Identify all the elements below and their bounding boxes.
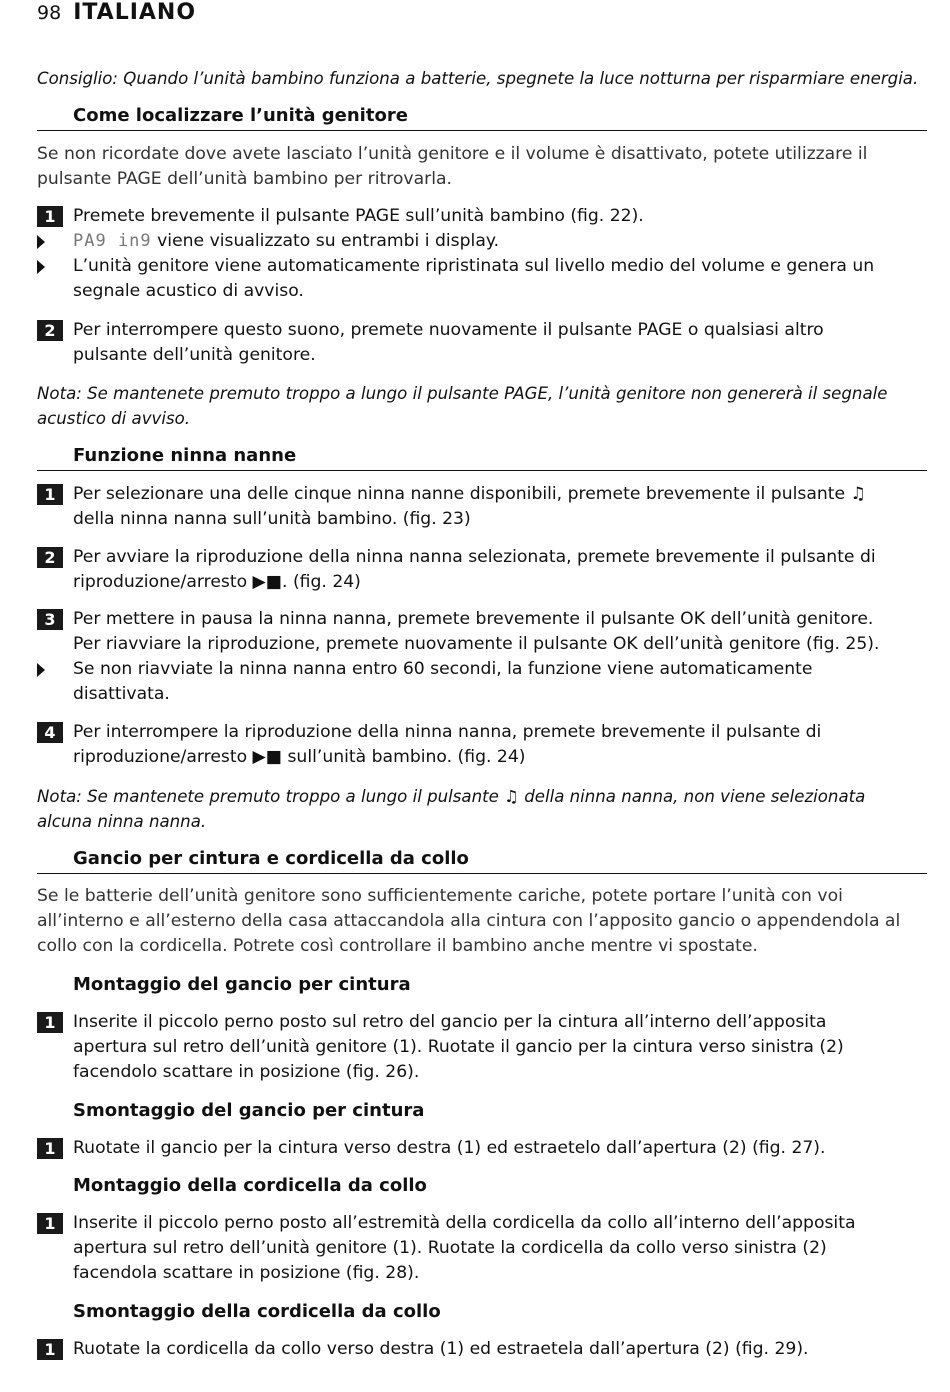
tip-text: Consiglio: Quando l’unità bambino funziona a batterie, spegnete la luce notturna per risparmiare energia.: [37, 69, 919, 88]
subheading-detach-belt-clip: Smontaggio del gancio per cintura: [73, 1100, 425, 1121]
attach-cord-step-line: apertura sul retro dell’unità genitore (1). Ruotate la cordicella da collo verso sinistra (2): [73, 1238, 827, 1258]
clip-intro-line: all’interno e all’esterno della casa attaccandola alla cintura con l’apposito gancio o appendendola al: [37, 911, 901, 931]
lullaby-note-line: alcuna ninna nanna.: [37, 812, 207, 831]
bullet-icon: [37, 260, 45, 274]
lullaby-bullet-line: disattivata.: [73, 684, 170, 704]
locate-intro-line: pulsante PAGE dell’unità bambino per ritrovarla.: [37, 169, 452, 189]
step-number-badge: 1: [37, 1012, 63, 1033]
divider: [37, 470, 927, 471]
locate-intro-line: Se non ricordate dove avete lasciato l’unità genitore e il volume è disattivato, potete utilizzare il: [37, 144, 868, 164]
lullaby-bullet-line: Se non riavviate la ninna nanna entro 60 secondi, la funzione viene automaticamente: [73, 659, 813, 679]
language-title: ITALIANO: [73, 0, 197, 25]
clip-intro-line: Se le batterie dell’unità genitore sono sufficientemente cariche, potete portare l’unità con voi: [37, 886, 843, 906]
step-number-badge: 1: [37, 484, 63, 505]
step-number-badge: 2: [37, 547, 63, 568]
subheading-attach-belt-clip: Montaggio del gancio per cintura: [73, 974, 411, 995]
attach-clip-step-line: apertura sul retro dell’unità genitore (1). Ruotate il gancio per la cintura verso sinistra (2): [73, 1037, 844, 1057]
heading-lullaby: Funzione ninna nanne: [73, 445, 297, 466]
bullet-icon: [37, 663, 45, 677]
attach-clip-step-line: Inserite il piccolo perno posto sul retro del gancio per la cintura all’interno dell’apposita: [73, 1012, 827, 1032]
lullaby-step-3-line: Per mettere in pausa la ninna nanna, premete brevemente il pulsante OK dell’unità genitore.: [73, 609, 874, 629]
subheading-attach-neck-cord: Montaggio della cordicella da collo: [73, 1175, 427, 1196]
locate-step-1: Premete brevemente il pulsante PAGE sull’unità bambino (fig. 22).: [73, 206, 644, 226]
lullaby-step-2-line: Per avviare la riproduzione della ninna nanna selezionata, premete brevemente il pulsante di: [73, 547, 876, 567]
step-number-badge: 3: [37, 609, 63, 630]
locate-bullet-1: [73, 229, 499, 254]
divider: [37, 873, 927, 874]
heading-locate-parent-unit: Come localizzare l’unità genitore: [73, 105, 408, 126]
lullaby-step-1-line: della ninna nanna sull’unità bambino. (fig. 23): [73, 509, 471, 529]
locate-step-2-line: pulsante dell’unità genitore.: [73, 345, 316, 365]
attach-cord-step-line: Inserite il piccolo perno posto all’estremità della cordicella da collo all’interno dell’apposita: [73, 1213, 856, 1233]
page-number: 98: [37, 2, 62, 24]
locate-note-line: Nota: Se mantenete premuto troppo a lungo il pulsante PAGE, l’unità genitore non genererà il segnale: [37, 384, 888, 403]
attach-clip-step-line: facendolo scattare in posizione (fig. 26).: [73, 1062, 420, 1082]
step-number-badge: 1: [37, 206, 63, 227]
step-number-badge: 1: [37, 1213, 63, 1234]
locate-step-2-line: Per interrompere questo suono, premete nuovamente il pulsante PAGE o qualsiasi altro: [73, 320, 824, 340]
lullaby-step-4-line: riproduzione/arresto ▶■ sull’unità bambino. (fig. 24): [73, 747, 526, 767]
lullaby-step-4-line: Per interrompere la riproduzione della ninna nanna, premete brevemente il pulsante di: [73, 722, 822, 742]
lullaby-step-3-line: Per riavviare la riproduzione, premete nuovamente il pulsante OK dell’unità genitore (fig. 25).: [73, 634, 880, 654]
attach-cord-step-line: facendola scattare in posizione (fig. 28).: [73, 1263, 420, 1283]
heading-belt-clip-neck-cord: Gancio per cintura e cordicella da collo: [73, 848, 469, 869]
step-number-badge: 1: [37, 1339, 63, 1360]
step-number-badge: 1: [37, 1138, 63, 1159]
step-number-badge: 2: [37, 320, 63, 341]
lullaby-step-2-line: riproduzione/arresto ▶■. (fig. 24): [73, 572, 361, 592]
page-header: [37, 0, 196, 34]
locate-bullet-2-line: segnale acustico di avviso.: [73, 281, 304, 301]
lullaby-note-line: Nota: Se mantenete premuto troppo a lungo il pulsante ♫ della ninna nanna, non viene selezionata: [37, 787, 866, 806]
divider: [37, 130, 927, 131]
step-number-badge: 4: [37, 722, 63, 743]
subheading-detach-neck-cord: Smontaggio della cordicella da collo: [73, 1301, 441, 1322]
locate-bullet-1-rest: viene visualizzato su entrambi i display.: [151, 231, 500, 251]
detach-clip-step: Ruotate il gancio per la cintura verso destra (1) ed estraetelo dall’apertura (2) (fig. 27).: [73, 1138, 826, 1158]
detach-cord-step: Ruotate la cordicella da collo verso destra (1) ed estraetela dall’apertura (2) (fig. 29).: [73, 1339, 809, 1359]
lullaby-step-1-line: Per selezionare una delle cinque ninna nanne disponibili, premete brevemente il pulsante ♫: [73, 484, 866, 504]
bullet-icon: [37, 235, 45, 249]
locate-note-line: acustico di avviso.: [37, 409, 191, 428]
lcd-display-text: PA9 in9: [73, 231, 152, 251]
clip-intro-line: collo con la cordicella. Potrete così controllare il bambino anche mentre vi spostate.: [37, 936, 758, 956]
locate-bullet-2-line: L’unità genitore viene automaticamente ripristinata sul livello medio del volume e genera un: [73, 256, 875, 276]
